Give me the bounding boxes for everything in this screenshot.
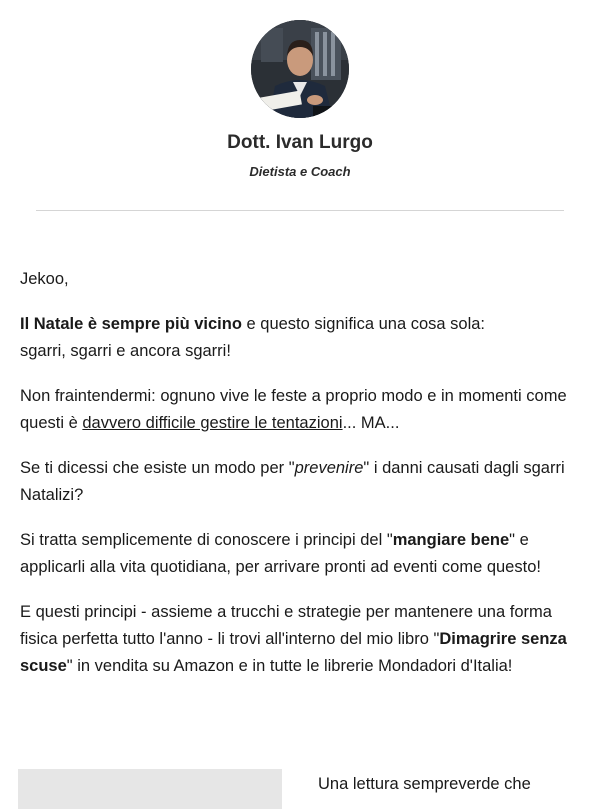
paragraph-christmas-text-2: sgarri, sgarri e ancora sgarri!	[20, 342, 231, 360]
sender-role: Dietista e Coach	[249, 164, 351, 179]
avatar	[251, 20, 349, 118]
paragraph-eating-well-end: " e applicarli alla vita quotidiana, per arrivare pronti ad eventi come questo!	[20, 531, 541, 576]
paragraph-prevent	[20, 455, 582, 509]
book-teaser-text: Una lettura sempreverde che	[318, 775, 531, 793]
paragraph-prevent-text: Se ti dicessi che esiste un modo per "	[20, 459, 295, 477]
avatar-photo	[251, 20, 349, 118]
paragraph-temptations-end: ... MA...	[342, 414, 400, 432]
paragraph-temptations-text: Non fraintendermi: ognuno vive le feste a proprio modo e in momenti come questi è	[20, 387, 567, 432]
paragraph-temptations	[20, 383, 582, 437]
paragraph-book-text: E questi principi - assieme a trucchi e strategie per mantenere una forma fisica perfetta tutto l'anno - li trovi all'interno del mio libro "	[20, 603, 552, 648]
temptations-underline: davvero difficile gestire le tentazioni	[82, 414, 343, 432]
greeting: Jekoo,	[20, 270, 69, 288]
christmas-highlight: Il Natale è sempre più vicino	[20, 315, 242, 333]
header-divider	[36, 210, 564, 211]
paragraph-book	[20, 599, 582, 680]
email-body	[20, 266, 582, 698]
paragraph-book-end: " in vendita su Amazon e in tutte le librerie Mondadori d'Italia!	[66, 657, 513, 675]
book-title: Dimagrire senza scuse	[20, 630, 567, 675]
book-image-placeholder[interactable]	[18, 769, 282, 809]
sender-name: Dott. Ivan Lurgo	[227, 132, 373, 153]
eating-well-bold: mangiare bene	[392, 531, 510, 549]
prevent-italic: prevenire	[294, 459, 364, 477]
paragraph-eating-well-text: Si tratta semplicemente di conoscere i principi del "	[20, 531, 393, 549]
paragraph-christmas	[20, 311, 582, 365]
paragraph-eating-well	[20, 527, 582, 581]
paragraph-prevent-end: " i danni causati dagli sgarri Natalizi?	[20, 459, 565, 504]
paragraph-christmas-text: e questo significa una cosa sola:	[241, 315, 485, 333]
